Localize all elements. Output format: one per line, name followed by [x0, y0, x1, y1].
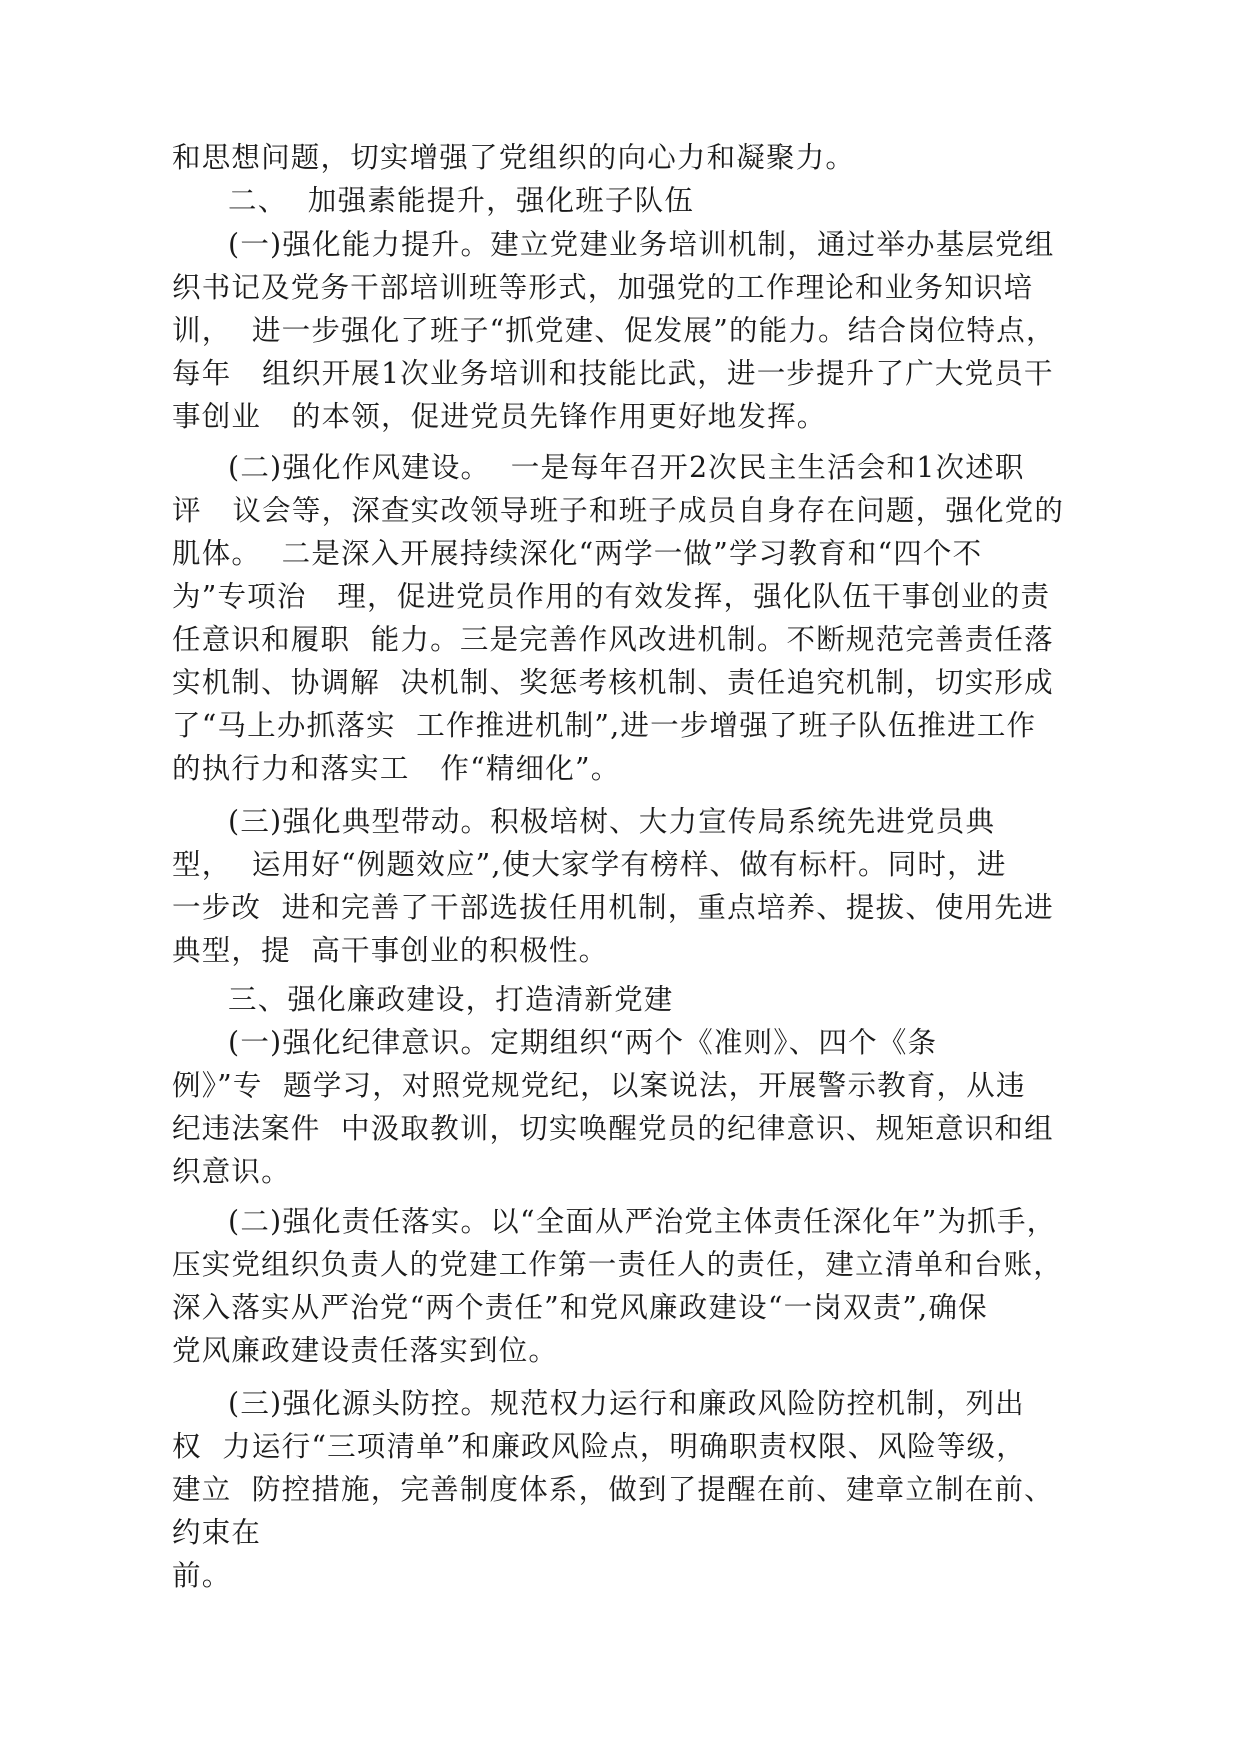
text-line: 约束在 — [172, 1516, 262, 1549]
section-heading: 二、 加强素能提升，强化班子队伍 — [228, 184, 695, 217]
text-line: 一步改 进和完善了干部选拔任用机制，重点培养、提拔、使用先进 — [172, 891, 1054, 924]
text-line: 任意识和履职 能力。三是完善作风改进机制。不断规范完善责任落 — [172, 623, 1054, 656]
text-line: 党风廉政建设责任落实到位。 — [172, 1334, 559, 1367]
text-line: 典型，提 高干事创业的积极性。 — [172, 934, 609, 967]
text-line: 和思想问题，切实增强了党组织的向心力和凝聚力。 — [172, 141, 856, 174]
text-line: 权 力运行“三项清单”和廉政风险点，明确职责权限、风险等级， — [172, 1430, 1026, 1463]
text-line: (三)强化典型带动。积极培树、大力宣传局系统先进党员典 — [228, 805, 996, 838]
text-line: (二)强化责任落实。以“全面从严治党主体责任深化年”为抓手， — [228, 1205, 1057, 1238]
text-line: 建立 防控措施，完善制度体系，做到了提醒在前、建章立制在前、 — [172, 1473, 1054, 1506]
text-line: 评 议会等，深查实改领导班子和班子成员自身存在问题，强化党的 — [172, 494, 1065, 527]
text-line: 例》”专 题学习，对照党规党纪，以案说法，开展警示教育，从违 — [172, 1069, 1026, 1102]
text-line: 实机制、协调解 决机制、奖惩考核机制、责任追究机制，切实形成 — [172, 666, 1054, 699]
text-line: 每年 组织开展1次业务培训和技能比武，进一步提升了广大党员干 — [172, 357, 1054, 390]
text-line: 肌体。 二是深入开展持续深化“两学一做”学习教育和“四个不 — [172, 537, 983, 570]
text-line: 训， 进一步强化了班子“抓党建、促发展”的能力。结合岗位特点， — [172, 314, 1056, 347]
section-heading: 三、强化廉政建设，打造清新党建 — [228, 983, 674, 1016]
text-line: 为”专项治 理，促进党员作用的有效发挥，强化队伍干事创业的责 — [172, 580, 1051, 613]
text-line: (二)强化作风建设。 一是每年召开2次民主生活会和1次述职 — [228, 451, 1025, 484]
text-line: 纪违法案件 中汲取教训，切实唤醒党员的纪律意识、规矩意识和组 — [172, 1112, 1054, 1145]
text-line: (一)强化能力提升。建立党建业务培训机制，通过举办基层党组 — [228, 228, 1055, 261]
text-line: (一)强化纪律意识。定期组织“两个《准则》、四个《条 — [228, 1026, 938, 1059]
text-line: 型， 运用好“例题效应”,使大家学有榜样、做有标杆。同时，进 — [172, 848, 1007, 881]
text-line: 了“马上办抓落实 工作推进机制”,进一步增强了班子队伍推进工作 — [172, 709, 1037, 742]
text-line: 深入落实从严治党“两个责任”和党风廉政建设“一岗双责”,确保 — [172, 1291, 988, 1324]
text-line: 事创业 的本领，促进党员先锋作用更好地发挥。 — [172, 400, 827, 433]
text-line: 织意识。 — [172, 1155, 291, 1188]
text-line: 织书记及党务干部培训班等形式，加强党的工作理论和业务知识培 — [172, 271, 1034, 304]
text-line: (三)强化源头防控。规范权力运行和廉政风险防控机制，列出 — [228, 1387, 1025, 1420]
text-line: 压实党组织负责人的党建工作第一责任人的责任，建立清单和台账， — [172, 1248, 1064, 1281]
text-line: 前。 — [172, 1559, 232, 1592]
text-line: 的执行力和落实工 作“精细化”。 — [172, 752, 621, 785]
